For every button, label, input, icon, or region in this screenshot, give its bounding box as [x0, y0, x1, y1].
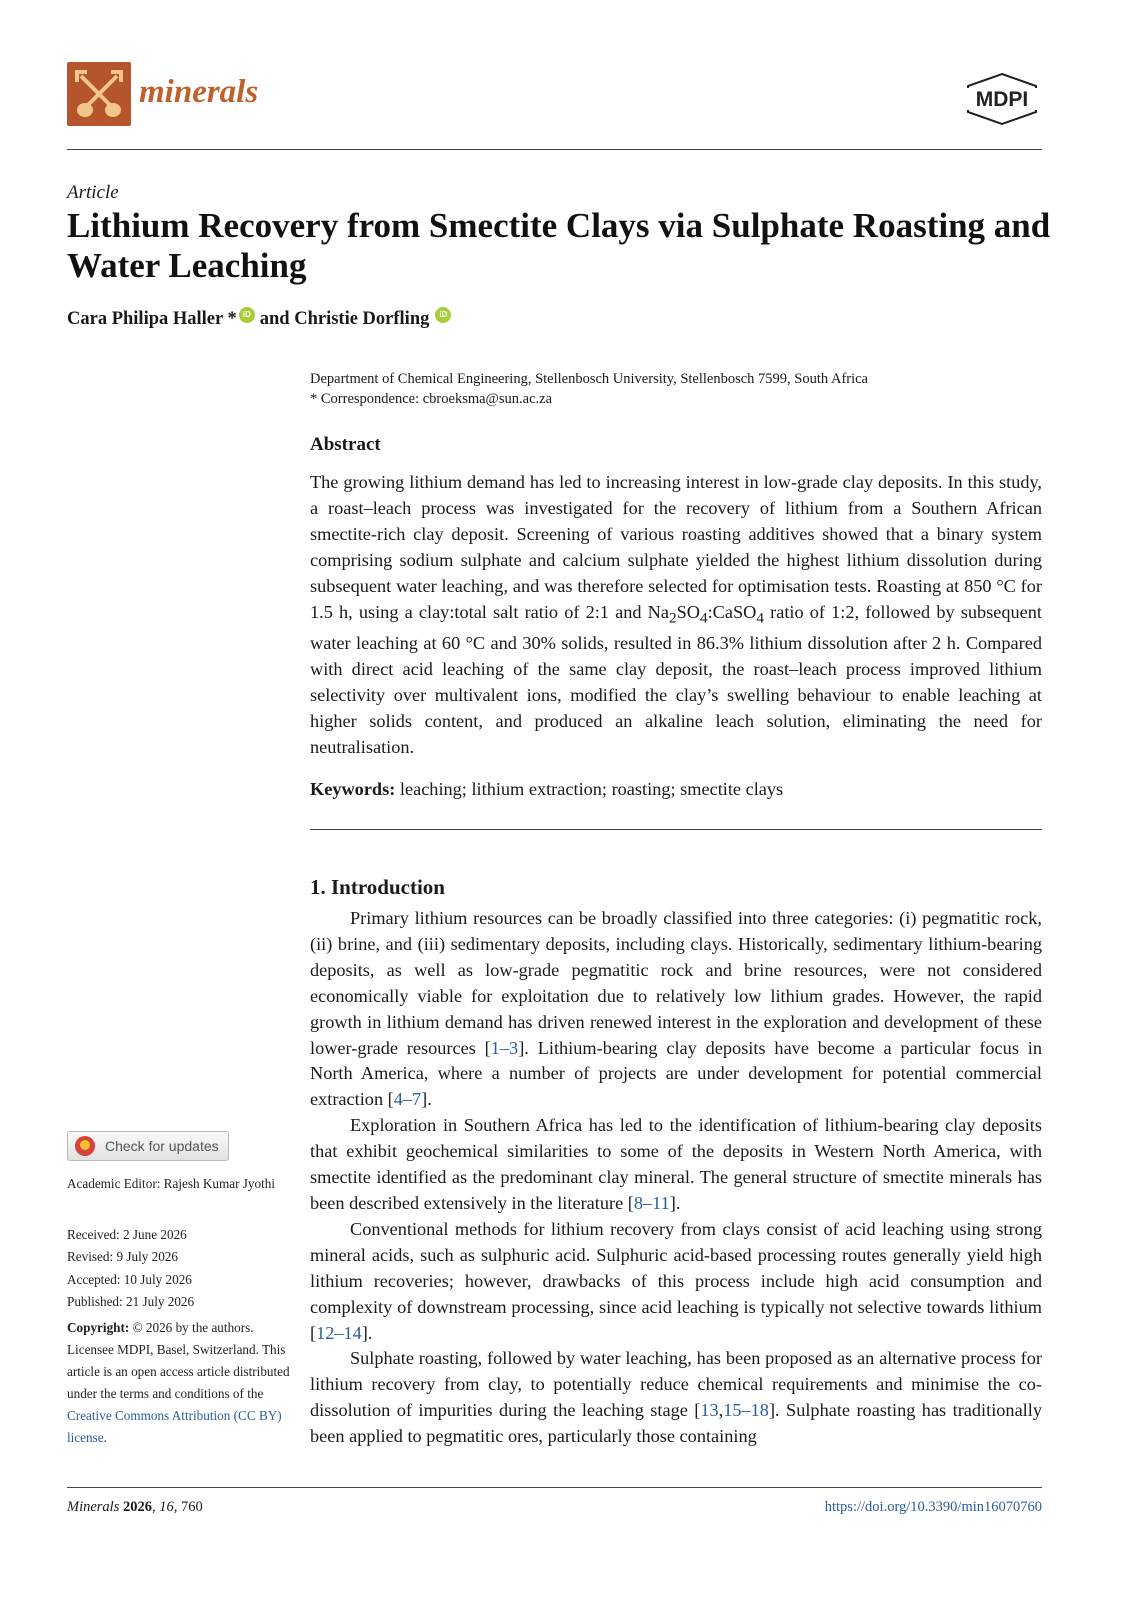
shovel-pick-icon	[67, 62, 131, 126]
academic-editor: Academic Editor: Rajesh Kumar Jyothi	[67, 1176, 276, 1191]
body-text	[310, 906, 1042, 1450]
revised-date: Revised: 9 July 2026	[67, 1249, 178, 1264]
accepted-date: Accepted: 10 July 2026	[67, 1272, 192, 1287]
author-list	[67, 307, 456, 331]
journal-name[interactable]: minerals	[139, 74, 259, 110]
abstract-heading: Abstract	[310, 434, 381, 455]
citation-link[interactable]: 8–11	[633, 1192, 670, 1213]
keywords	[310, 777, 1042, 802]
correspondence: * Correspondence: cbroeksma@sun.ac.za	[310, 391, 553, 407]
footer-divider	[67, 1487, 1042, 1488]
citation-info: Minerals 2026, 16, 760	[67, 1499, 203, 1515]
article-title: Lithium Recovery from Smectite Clays via Sulphate Roasting and Water Leaching	[67, 206, 1051, 285]
keywords-label: Keywords:	[310, 779, 396, 799]
header-divider	[67, 149, 1042, 150]
author-name[interactable]: and Christie Dorfling	[259, 309, 430, 329]
abstract-divider	[310, 829, 1042, 830]
doi-link[interactable]: https://doi.org/10.3390/min16070760	[824, 1499, 1042, 1515]
paragraph: Exploration in Southern Africa has led to the identification of lithium-bearing clay deposits that exhibit geochemical similarities to some of the deposits in Western North America, with smectite identified as the predominant clay mineral. The general structure of smectite minerals has been described extensively in the literature [8–11].	[310, 1115, 1042, 1213]
journal-logo[interactable]	[67, 62, 131, 126]
published-date: Published: 21 July 2026	[67, 1294, 195, 1309]
affiliation-block	[310, 369, 1050, 409]
affiliation: Department of Chemical Engineering, Stellenbosch University, Stellenbosch 7599, South Africa	[310, 371, 868, 387]
check-for-updates-button[interactable]	[67, 1131, 229, 1161]
check-updates-label: Check for updates	[105, 1138, 219, 1154]
paragraph: Sulphate roasting, followed by water leaching, has been proposed as an alternative process for lithium recovery from clay, to potentially reduce chemical requirements and minimise the co-dissolution of impurities during the leaching stage [13,15–18]. Sulphate roasting has traditionally been applied to pegmatitic ores, particularly those containing	[310, 1348, 1042, 1447]
paragraph: Conventional methods for lithium recovery from clays consist of acid leaching using strong mineral acids, such as sulphuric acid. Sulphuric acid-based processing routes generally yield high lithium recoveries; however, drawbacks of this process include high acid consumption and complexity of downstream processing, since acid leaching is typically not selective towards lithium [12–14].	[310, 1218, 1042, 1343]
citation-link[interactable]: 1–3	[490, 1037, 519, 1058]
citation-link[interactable]: 15–18	[723, 1400, 769, 1421]
license-link[interactable]: Creative Commons Attribution (CC BY) license	[67, 1408, 282, 1445]
citation-link[interactable]: 12–14	[316, 1322, 362, 1343]
orcid-icon[interactable]: iD	[435, 307, 451, 323]
copyright-notice: Copyright: © 2026 by the authors. Licensee MDPI, Basel, Switzerland. This article is an open access article distributed under the terms and conditions of the Creative Commons Attribution (CC BY) license.	[67, 1320, 290, 1445]
update-icon	[75, 1136, 95, 1156]
keywords-text: leaching; lithium extraction; roasting; smectite clays	[395, 779, 784, 799]
publisher-name: MDPI	[975, 88, 1029, 111]
abstract-text: The growing lithium demand has led to increasing interest in low-grade clay deposits. In this study, a roast–leach process was investigated for the recovery of lithium from a Southern African smectite-rich clay deposit. Screening of various roasting additives showed that a binary system comprising sodium sulphate and calcium sulphate yielded the highest lithium dissolution during subsequent water leaching, and was therefore selected for optimisation tests. Roasting at 850 °C for 1.5 h, using a clay:total salt ratio of 2:1 and $Na_2SO_4:CaSO_4$ ratio of 1:2, followed by subsequent water leaching at 60 °C and 30% solids, resulted in 86.3% lithium dissolution after 2 h. Compared with direct acid leaching of the same clay deposit, the roast–leach process improved lithium selectivity over multivalent ions, modified the clay’s swelling behaviour to enable leaching at higher solids content, and produced an alkaline leach solution, eliminating the need for neutralisation.	[310, 472, 1043, 757]
citation-link[interactable]: 13	[700, 1400, 719, 1421]
article-type: Article	[67, 182, 119, 203]
mdpi-logo[interactable]	[962, 72, 1042, 126]
paragraph: Primary lithium resources can be broadly classified into three categories: (i) pegmatitic rock, (ii) brine, and (iii) sedimentary deposits, including clays. Historically, sedimentary lithium-bearing deposits, as well as low-grade pegmatitic rock and brine resources, were not considered economically viable for exploitation due to relatively low lithium grades. However, the rapid growth in lithium demand has driven renewed interest in the exploration and development of these lower-grade resources [1–3]. Lithium-bearing clay deposits have become a particular focus in North America, where a number of projects are under development for potential commercial extraction [4–7].	[310, 908, 1042, 1110]
section-heading: 1. Introduction	[310, 875, 445, 899]
citation-link[interactable]: 4–7	[393, 1089, 422, 1110]
received-date: Received: 2 June 2026	[67, 1227, 187, 1242]
author-name[interactable]: Cara Philipa Haller *	[67, 309, 237, 329]
orcid-icon[interactable]: iD	[239, 307, 255, 323]
